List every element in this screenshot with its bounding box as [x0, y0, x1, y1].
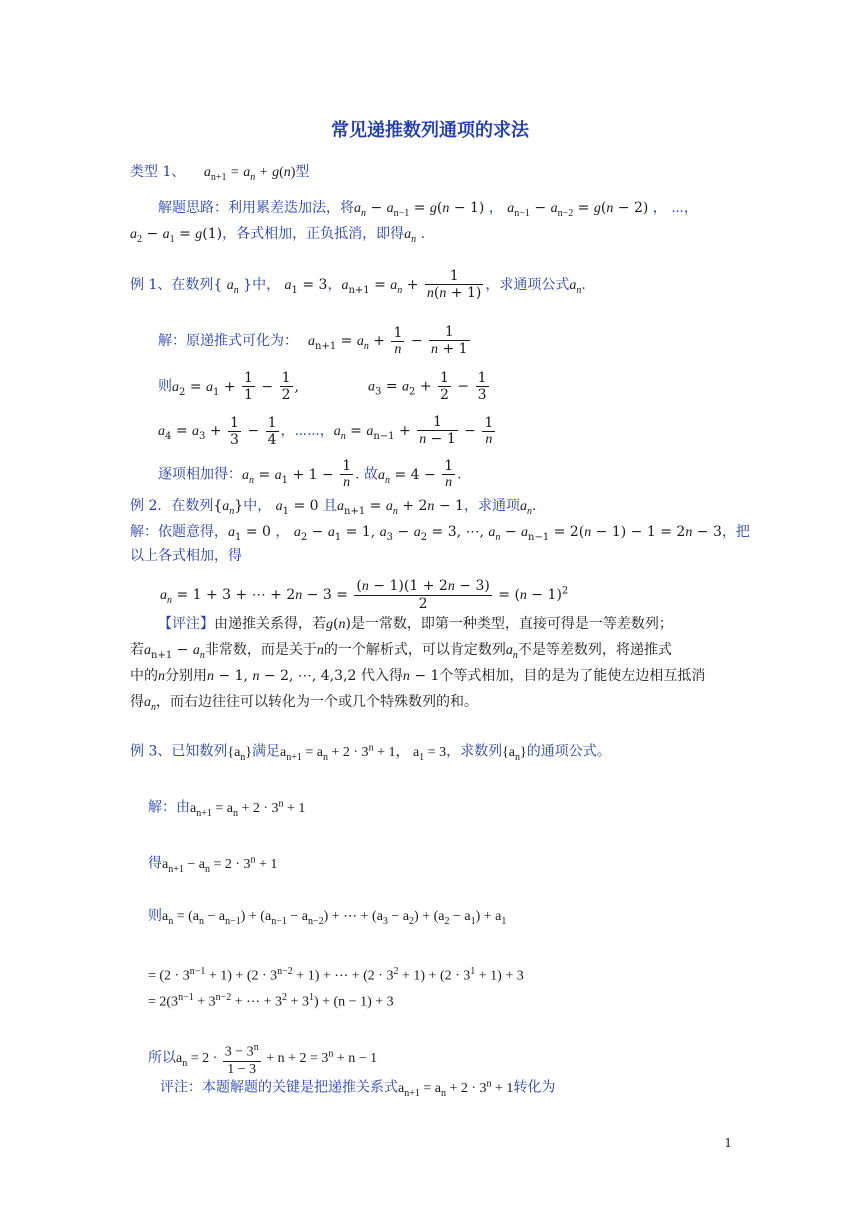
sol1-line2: 则$a_2 = a_1$ + $\frac{1}{1}$ − $\frac{1}{2}$ , [158, 370, 299, 403]
sol1-sum-prefix: 逐项相加得： [158, 466, 242, 483]
idea-line2-suffix: ，各式相加，正负抵消，即得 [222, 226, 405, 242]
sol3-l2-prefix: 得 [148, 855, 162, 872]
sol1-then: 则 [158, 378, 172, 395]
remark1-l3d: 个等式相加，目的是为了能使左边相互抵消 [439, 668, 706, 684]
type1-label: 类型 1、 [130, 164, 186, 180]
remark1-l4b: ，而右边往往可以转化为一个或几个特殊数列的和。 [156, 694, 478, 710]
remark1-l2d: 不是等差数列，将递推式 [517, 642, 672, 658]
sol2-line2: 以上各式相加，得 [130, 548, 242, 564]
example2-end: . [531, 498, 537, 514]
example2-statement: 例 2．在数列$\{a_n\}$中， $a_1 = 0$ 且$a_{n+1} = a_n + 2n - 1$，求通项$a_n$. [130, 498, 537, 517]
remark1-l1a: 由递推关系得，若 [214, 616, 326, 632]
remark1-l2b: 非常数，而是关于 [204, 642, 317, 658]
remark1-l3a: 中的 [130, 668, 158, 684]
page-number: 1 [724, 1136, 732, 1150]
remark1-tag: 【评注】 [158, 616, 214, 632]
example3-ask: ，求数列 [446, 743, 503, 760]
remark1-l1b: 是一常数，即第一种类型，直接可得是一等差数列； [350, 616, 673, 632]
sol3-l1-prefix: 解：由 [148, 799, 190, 816]
idea-line1: 解题思路：利用累差迭加法，将$a_n - a_{n-1} = g(n - 1)$ ， $a_{n-1} - a_{n-2} = g(n - 2)$ ， ⋯， [158, 200, 698, 219]
sol3-line5: = $2(3^{n-1} + 3^{n-2}$ + ⋯ + $3^2 + 3^1) + (n - 1) + 3$ [148, 992, 394, 1010]
sol3-remark: 评注：本题解题的关键是把递推关系式$a_{n+1} = a_n + 2 \cdot 3^n + 1$转化为 [160, 1078, 556, 1099]
type1-heading [130, 162, 309, 188]
remark1-line2: 若$a_{n+1} - a_n$非常数，而是关于n的一个解析式，可以肯定数列$a_n$不是等差数列，将递推式 [130, 642, 672, 661]
sol2-line1: 解：依题意得，$a_1 = 0$ ， $a_2 - a_1 = 1$, $a_3 - a_2 = 3$, ⋯, $a_n - a_{n-1} = 2(n - 1) - 1 = 2n - 3$，把 [130, 524, 750, 543]
example3-statement: 例 3、已知数列$\{a_n\}$满足$a_{n+1} = a_n + 2 \cdot 3^n + 1$， $a_1 = 3$，求数列$\{a_n\}$的通项公式。 [130, 742, 611, 763]
idea-line2: $a_2 - a_1 = g(1)$，各式相加，正负抵消，即得$a_n$ . [130, 226, 426, 245]
sol3-line3: 则$a_n = (a_n - a_{n-1}) + (a_{n-1} - a_{n-2})$ + ⋯ + $(a_3 - a_2) + (a_2 - a_1) + a_1$ [148, 908, 507, 927]
sol2-prefix: 解：依题意得， [130, 524, 228, 540]
sol3-remark-prefix: 评注：本题解题的关键是把递推关系式 [160, 1079, 398, 1096]
sol1-prefix: 解：原递推式可化为： [158, 333, 298, 349]
sol3-line6: 所以$a_n = 2$ · $\frac{3 - 3^n}{1 - 3}$ + $n + 2 = 3^n + n - 1$ [148, 1042, 378, 1077]
type1-suffix: 型 [295, 164, 310, 180]
example2-ask: ，求通项 [463, 498, 520, 514]
sol1-line4: 逐项相加得：$a_n = a_1 + 1$ − $\frac{1}{n}$ . 故$a_n = 4$ − $\frac{1}{n}$ . [158, 458, 462, 490]
example1-label: 例 1、在数列 [130, 277, 214, 293]
sol2-result: $a_n = 1 + 3$ + ⋯ + 2n − 3 = $\frac{(n - 1)(1 + 2n - 3)}{2}$ = $(n - 1)^2$ [160, 578, 569, 612]
idea-line1-prefix: 解题思路：利用累差迭加法，将 [158, 200, 354, 216]
sol1-line3: $a_4 = a_3$ + $\frac{1}{3}$ − $\frac{1}{4}$ ，⋯⋯，$a_n = a_{n-1}$ + $\frac{1}{n - 1}$ − $\frac{1}{n}$ [158, 414, 494, 448]
example3-mid: 满足 [252, 743, 281, 760]
page-title: 常见递推数列通项的求法 [331, 120, 529, 141]
example2-and: 且 [323, 498, 338, 514]
sol3-line1: 解：由$a_{n+1} = a_n + 2 \cdot 3^n + 1$ [148, 798, 306, 819]
remark1-l3c: 代入得 [360, 668, 403, 684]
remark1-line1: 【评注】由递推关系得，若g(n)是一常数，即第一种类型，直接可得是一等差数列； [158, 616, 673, 632]
type1-formula: $a_{n+1} = a_n + g(n)$ [203, 165, 296, 183]
example3-label: 例 3、已知数列 [130, 743, 228, 760]
sol1-ellipsis: ，⋯⋯， [280, 423, 334, 439]
example1-mid: 中， [252, 277, 281, 293]
sol3-line2: 得$a_{n+1} - a_n = 2 \cdot 3^n + 1$ [148, 854, 278, 875]
sol3-l6-prefix: 所以 [148, 1050, 176, 1067]
example3-end: 的通项公式。 [526, 743, 611, 760]
sol2-tail: ，把 [721, 524, 750, 540]
remark1-l4a: 得 [130, 694, 144, 710]
remark1-l2a: 若 [130, 642, 144, 658]
remark1-line4: 得$a_n$，而右边往往可以转化为一个或几个特殊数列的和。 [130, 694, 478, 713]
sol3-remark-suffix: 转化为 [513, 1079, 556, 1096]
example1-ask: ，求通项公式 [485, 277, 570, 293]
example2-label: 例 2．在数列 [130, 498, 214, 514]
sol3-line4: = $(2 \cdot 3^{n-1} + 1) + (2 \cdot 3^{n-2} + 1)$ + ⋯ + $(2 \cdot 3^2 + 1) + (2 \cdot 3^1 + 1) + 3$ [148, 966, 524, 984]
sol3-l3-prefix: 则 [148, 908, 162, 924]
sol1-end: . [457, 466, 462, 483]
sol1-line2b: $a_3 = a_2$ + $\frac{1}{2}$ − $\frac{1}{3}$ [368, 370, 487, 403]
example1-statement: 例 1、在数列{ $a_n$ }中， $a_1 = 3$，$a_{n+1} = a_n$ + $\frac{1}{n(n + 1)}$ ，求通项公式$a_n$. [130, 268, 586, 301]
sol1-line1: 解：原递推式可化为： $a_{n+1} = a_n$ + $\frac{1}{n}$ − $\frac{1}{n + 1}$ [158, 324, 468, 357]
remark1-l2c: 的一个解析式，可以肯定数列 [323, 642, 506, 658]
example2-mid: 中， [243, 498, 272, 514]
remark1-l3b: 分别用 [165, 668, 207, 684]
remark1-line3: 中的n分别用n − 1, n − 2, ⋯, 4,3,2 代入得n − 1个等式相加，目的是为了能使左边相互抵消 [130, 668, 706, 684]
sol1-therefore: . 故 [355, 466, 379, 483]
